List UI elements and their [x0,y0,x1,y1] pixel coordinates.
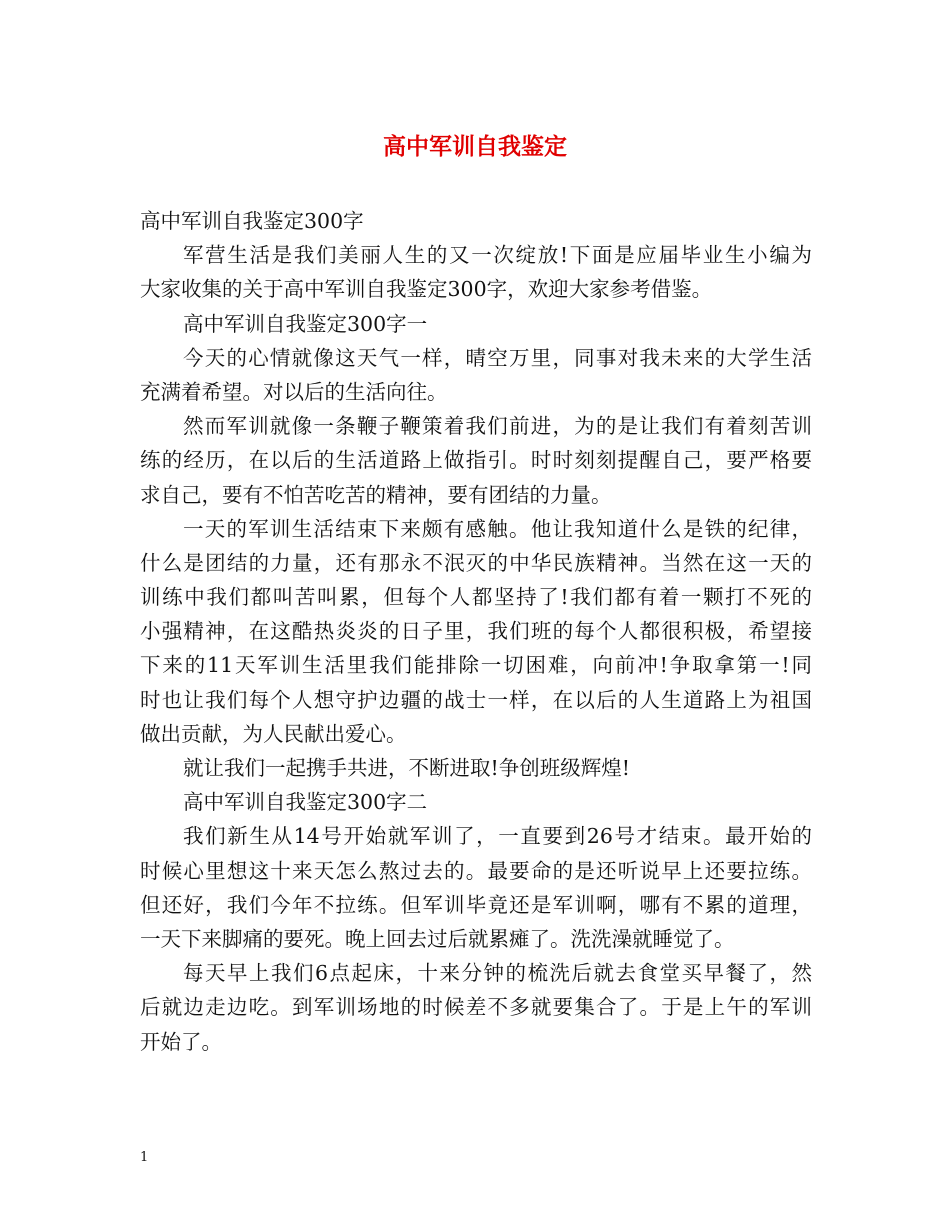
text-line: 我们新生从14号开始就军训了，一直要到26号才结束。最开始的 [183,824,812,849]
text-line: 时也让我们每个人想守护边疆的战士一样，在以后的人生道路上为祖国 [140,687,812,712]
text-line: 就让我们一起携手共进，不断进取!争创班级辉煌! [183,756,630,780]
text-line: 后就边走边吃。到军训场地的时候差不多就要集合了。于是上午的军训 [140,995,812,1020]
text-line: 一天下来脚痛的要死。晚上回去过后就累瘫了。洗洗澡就睡觉了。 [140,926,735,951]
text-line: 但还好，我们今年不拉练。但军训毕竟还是军训啊，哪有不累的道理， [140,892,812,917]
text-line: 做出贡献，为人民献出爱心。 [140,721,407,746]
text-line: 训练中我们都叫苦叫累，但每个人都坚持了!我们都有着一颗打不死的 [140,585,812,610]
text-line: 军营生活是我们美丽人生的又一次绽放!下面是应届毕业生小编为 [183,243,812,268]
text-line: 求自己，要有不怕苦吃苦的精神，要有团结的力量。 [140,482,612,507]
text-line: 大家收集的关于高中军训自我鉴定300字，欢迎大家参考借鉴。 [140,277,713,302]
text-line: 一天的军训生活结束下来颇有感触。他让我知道什么是铁的纪律， [183,516,812,541]
text-line: 开始了。 [140,1029,222,1054]
text-line: 小强精神，在这酷热炎炎的日子里，我们班的每个人都很积极，希望接 [140,619,812,644]
document-title: 高中军训自我鉴定 [383,133,567,160]
text-line: 下来的11天军训生活里我们能排除一切困难，向前冲!争取拿第一!同 [140,653,812,678]
text-line: 什么是团结的力量，还有那永不泯灭的中华民族精神。当然在这一天的 [140,550,812,575]
page-number: 1 [140,1150,149,1165]
document-body [140,204,812,1059]
text-line: 充满着希望。对以后的生活向往。 [140,379,448,404]
text-line: 今天的心情就像这天气一样，晴空万里，同事对我未来的大学生活 [183,345,812,370]
text-line: 练的经历，在以后的生活道路上做指引。时时刻刻提醒自己，要严格要 [140,448,812,473]
text-line: 高中军训自我鉴定300字 [140,209,364,233]
text-line: 然而军训就像一条鞭子鞭策着我们前进，为的是让我们有着刻苦训 [183,414,812,439]
text-line: 高中军训自我鉴定300字二 [183,790,428,815]
text-line: 时候心里想这十来天怎么熬过去的。最要命的是还听说早上还要拉练。 [140,858,812,883]
text-line: 每天早上我们6点起床，十来分钟的梳洗后就去食堂买早餐了，然 [183,961,812,986]
text-line: 高中军训自我鉴定300字一 [183,311,428,336]
